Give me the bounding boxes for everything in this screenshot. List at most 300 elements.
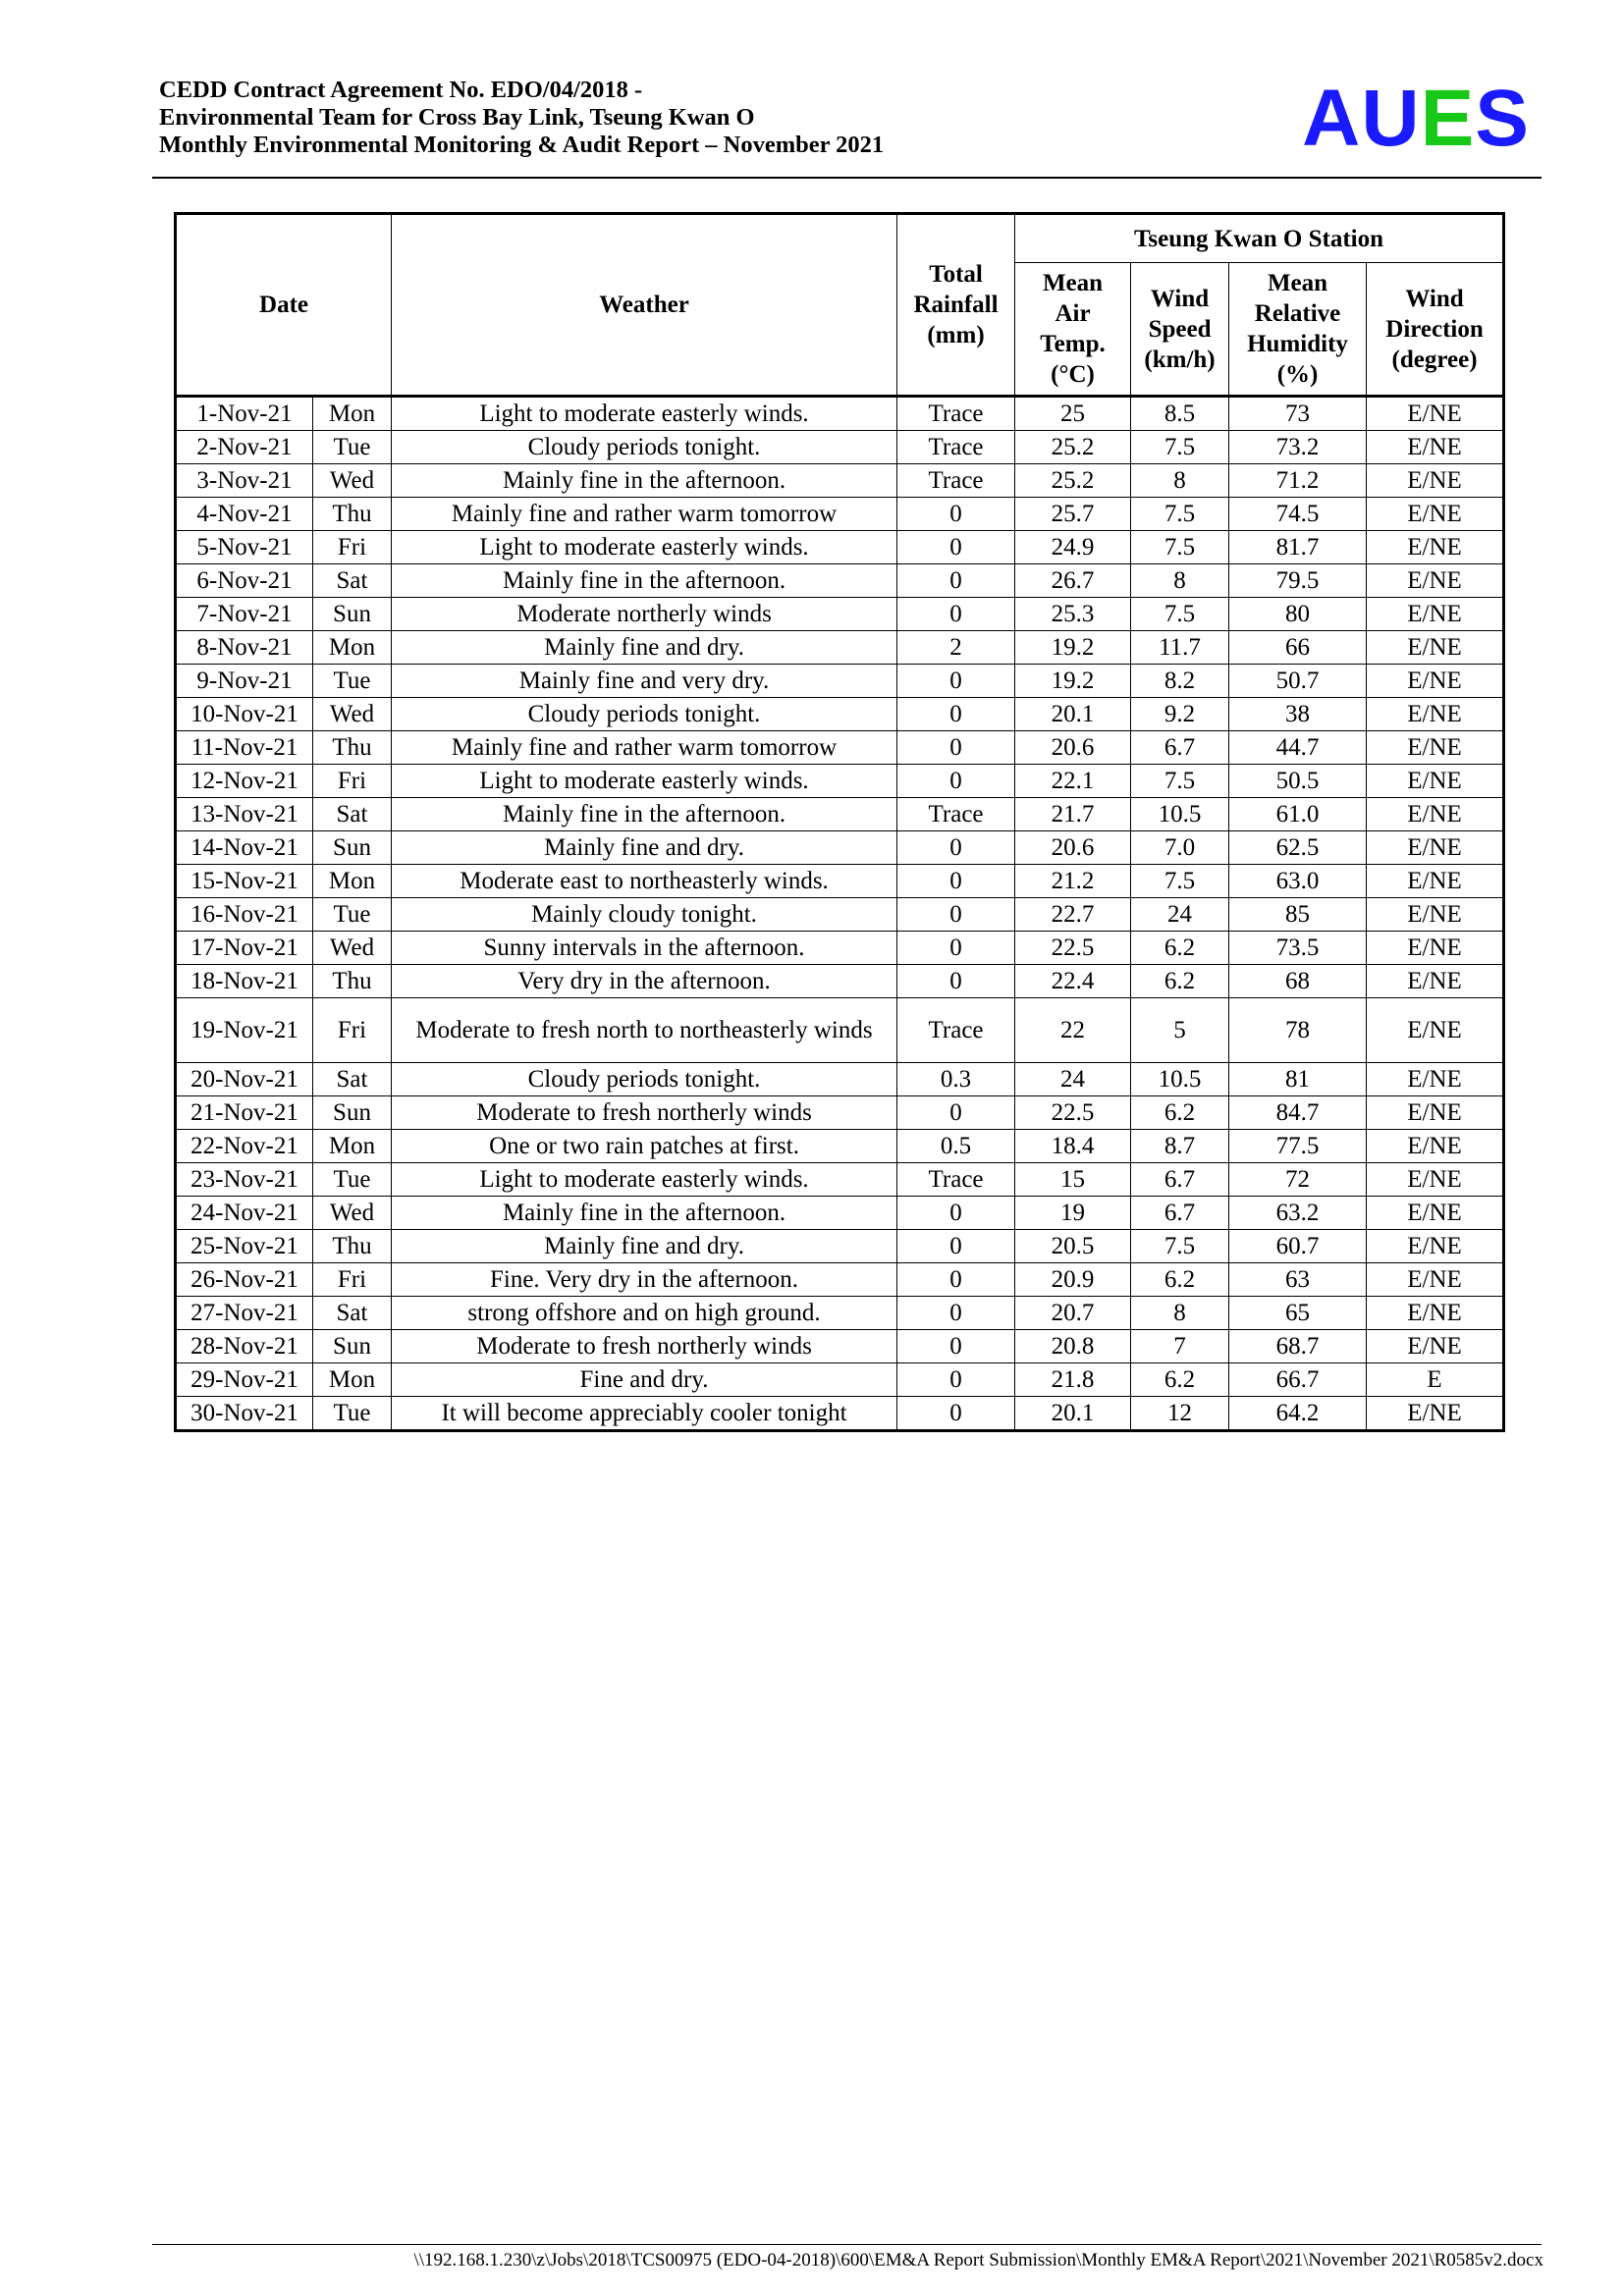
- header-humidity-line: Humidity: [1247, 331, 1348, 357]
- cell-date: 17-Nov-21: [176, 932, 313, 965]
- table-row: [176, 431, 1504, 464]
- cell-weather: Mainly fine and dry.: [392, 1230, 897, 1263]
- cell-date: 18-Nov-21: [176, 965, 313, 998]
- cell-day: Sun: [313, 1096, 392, 1130]
- cell-date: 30-Nov-21: [176, 1397, 313, 1431]
- cell-humidity: 65: [1229, 1297, 1367, 1330]
- table-row: [176, 898, 1504, 932]
- cell-date: 29-Nov-21: [176, 1363, 313, 1397]
- cell-humidity: 50.5: [1229, 765, 1367, 798]
- cell-weather: Sunny intervals in the afternoon.: [392, 932, 897, 965]
- cell-day: Sun: [313, 1330, 392, 1363]
- cell-date: 11-Nov-21: [176, 731, 313, 765]
- document-file-path: \\192.168.1.230\z\Jobs\2018\TCS00975 (EDO-04-2018)\600\EM&A Report Submission\Monthly EM&A Report\2021\November 2021\R0585v2.docx: [413, 2250, 1543, 2270]
- cell-humidity: 81: [1229, 1063, 1367, 1096]
- cell-date: 16-Nov-21: [176, 898, 313, 932]
- cell-rainfall: Trace: [897, 998, 1015, 1063]
- cell-humidity: 73.2: [1229, 431, 1367, 464]
- cell-weather: Mainly fine in the afternoon.: [392, 564, 897, 598]
- cell-humidity: 77.5: [1229, 1130, 1367, 1163]
- cell-wind-speed: 6.7: [1131, 731, 1229, 765]
- cell-temp: 19: [1015, 1197, 1131, 1230]
- cell-humidity: 81.7: [1229, 531, 1367, 564]
- cell-weather: Light to moderate easterly winds.: [392, 397, 897, 431]
- header-humidity-line: Mean: [1267, 270, 1328, 296]
- cell-date: 6-Nov-21: [176, 564, 313, 598]
- cell-temp: 20.6: [1015, 731, 1131, 765]
- cell-temp: 25.2: [1015, 464, 1131, 498]
- cell-humidity: 79.5: [1229, 564, 1367, 598]
- cell-weather: Fine. Very dry in the afternoon.: [392, 1263, 897, 1297]
- cell-day: Fri: [313, 765, 392, 798]
- cell-temp: 22.5: [1015, 1096, 1131, 1130]
- cell-date: 27-Nov-21: [176, 1297, 313, 1330]
- cell-wind-direction: E/NE: [1367, 397, 1504, 431]
- cell-temp: 21.7: [1015, 798, 1131, 831]
- cell-rainfall: 0: [897, 564, 1015, 598]
- logo-au: AU: [1302, 74, 1421, 163]
- cell-humidity: 50.7: [1229, 665, 1367, 698]
- cell-temp: 22.7: [1015, 898, 1131, 932]
- cell-date: 5-Nov-21: [176, 531, 313, 564]
- cell-humidity: 72: [1229, 1163, 1367, 1197]
- cell-date: 28-Nov-21: [176, 1330, 313, 1363]
- cell-date: 24-Nov-21: [176, 1197, 313, 1230]
- table-row: [176, 498, 1504, 531]
- cell-wind-direction: E/NE: [1367, 1096, 1504, 1130]
- cell-wind-direction: E/NE: [1367, 1397, 1504, 1431]
- cell-humidity: 62.5: [1229, 831, 1367, 865]
- cell-wind-speed: 8.5: [1131, 397, 1229, 431]
- cell-rainfall: 0: [897, 831, 1015, 865]
- cell-wind-direction: E/NE: [1367, 1297, 1504, 1330]
- cell-rainfall: 0: [897, 932, 1015, 965]
- cell-rainfall: 0: [897, 731, 1015, 765]
- cell-temp: 26.7: [1015, 564, 1131, 598]
- cell-day: Sun: [313, 831, 392, 865]
- cell-wind-direction: E: [1367, 1363, 1504, 1397]
- cell-weather: Light to moderate easterly winds.: [392, 531, 897, 564]
- cell-wind-direction: E/NE: [1367, 831, 1504, 865]
- cell-date: 23-Nov-21: [176, 1163, 313, 1197]
- cell-wind-direction: E/NE: [1367, 932, 1504, 965]
- cell-humidity: 66.7: [1229, 1363, 1367, 1397]
- table-row: [176, 564, 1504, 598]
- cell-weather: It will become appreciably cooler tonight: [392, 1397, 897, 1431]
- cell-weather: Mainly cloudy tonight.: [392, 898, 897, 932]
- header-wind-speed: [1131, 263, 1229, 397]
- cell-day: Fri: [313, 998, 392, 1063]
- cell-humidity: 85: [1229, 898, 1367, 932]
- cell-weather: Moderate east to northeasterly winds.: [392, 865, 897, 898]
- header-rainfall: [897, 214, 1015, 397]
- cell-temp: 24: [1015, 1063, 1131, 1096]
- cell-weather: Mainly fine in the afternoon.: [392, 1197, 897, 1230]
- cell-wind-speed: 9.2: [1131, 698, 1229, 731]
- cell-wind-direction: E/NE: [1367, 965, 1504, 998]
- cell-rainfall: Trace: [897, 431, 1015, 464]
- cell-weather: Mainly fine and dry.: [392, 631, 897, 665]
- cell-temp: 22.5: [1015, 932, 1131, 965]
- cell-wind-speed: 7.5: [1131, 865, 1229, 898]
- weather-table-body: [176, 397, 1504, 1431]
- cell-temp: 25.2: [1015, 431, 1131, 464]
- header-wind-direction-line: Direction: [1385, 315, 1484, 343]
- cell-weather: Light to moderate easterly winds.: [392, 765, 897, 798]
- table-row: [176, 831, 1504, 865]
- cell-rainfall: 0: [897, 898, 1015, 932]
- cell-humidity: 63: [1229, 1263, 1367, 1297]
- cell-wind-speed: 6.7: [1131, 1163, 1229, 1197]
- cell-wind-speed: 8.7: [1131, 1130, 1229, 1163]
- cell-wind-speed: 8.2: [1131, 665, 1229, 698]
- cell-wind-speed: 7.5: [1131, 765, 1229, 798]
- cell-rainfall: 0: [897, 698, 1015, 731]
- header-rainfall-line: Total: [929, 261, 983, 288]
- cell-weather: Moderate northerly winds: [392, 598, 897, 631]
- cell-temp: 19.2: [1015, 631, 1131, 665]
- cell-weather: Cloudy periods tonight.: [392, 698, 897, 731]
- cell-day: Sat: [313, 564, 392, 598]
- cell-rainfall: 0: [897, 498, 1015, 531]
- cell-rainfall: 0: [897, 1197, 1015, 1230]
- cell-rainfall: 0: [897, 865, 1015, 898]
- cell-temp: 22.1: [1015, 765, 1131, 798]
- cell-date: 3-Nov-21: [176, 464, 313, 498]
- cell-date: 1-Nov-21: [176, 397, 313, 431]
- cell-day: Sat: [313, 1063, 392, 1096]
- cell-weather: Mainly fine in the afternoon.: [392, 798, 897, 831]
- table-row: [176, 865, 1504, 898]
- header-rainfall-line: Rainfall: [913, 292, 999, 318]
- cell-day: Fri: [313, 1263, 392, 1297]
- cell-day: Wed: [313, 932, 392, 965]
- header-humidity: [1229, 263, 1367, 397]
- cell-temp: 25: [1015, 397, 1131, 431]
- cell-wind-speed: 11.7: [1131, 631, 1229, 665]
- header-temp-line: Air: [1055, 300, 1091, 327]
- cell-day: Tue: [313, 1397, 392, 1431]
- cell-wind-speed: 6.7: [1131, 1197, 1229, 1230]
- cell-wind-speed: 10.5: [1131, 1063, 1229, 1096]
- cell-weather: strong offshore and on high ground.: [392, 1297, 897, 1330]
- cell-wind-speed: 6.2: [1131, 1363, 1229, 1397]
- cell-wind-speed: 8: [1131, 1297, 1229, 1330]
- cell-weather: Moderate to fresh northerly winds: [392, 1096, 897, 1130]
- table-row: [176, 965, 1504, 998]
- cell-temp: 20.9: [1015, 1263, 1131, 1297]
- table-row: [176, 698, 1504, 731]
- table-row: [176, 665, 1504, 698]
- cell-day: Tue: [313, 898, 392, 932]
- cell-rainfall: 0: [897, 531, 1015, 564]
- table-row: [176, 598, 1504, 631]
- cell-weather: Mainly fine in the afternoon.: [392, 464, 897, 498]
- cell-date: 7-Nov-21: [176, 598, 313, 631]
- cell-wind-direction: E/NE: [1367, 998, 1504, 1063]
- cell-day: Wed: [313, 464, 392, 498]
- header-temp-line: Mean: [1042, 270, 1104, 296]
- cell-weather: Very dry in the afternoon.: [392, 965, 897, 998]
- table-row: [176, 397, 1504, 431]
- cell-day: Mon: [313, 397, 392, 431]
- cell-wind-speed: 7.0: [1131, 831, 1229, 865]
- cell-day: Mon: [313, 1363, 392, 1397]
- cell-weather: Fine and dry.: [392, 1363, 897, 1397]
- cell-temp: 21.8: [1015, 1363, 1131, 1397]
- cell-humidity: 44.7: [1229, 731, 1367, 765]
- header-station: Tseung Kwan O Station: [1015, 214, 1504, 263]
- header-wind-speed-line: Wind: [1150, 285, 1210, 312]
- cell-wind-direction: E/NE: [1367, 865, 1504, 898]
- cell-date: 26-Nov-21: [176, 1263, 313, 1297]
- cell-humidity: 61.0: [1229, 798, 1367, 831]
- cell-humidity: 63.0: [1229, 865, 1367, 898]
- cell-wind-direction: E/NE: [1367, 1130, 1504, 1163]
- cell-wind-direction: E/NE: [1367, 731, 1504, 765]
- cell-temp: 15: [1015, 1163, 1131, 1197]
- table-row: [176, 798, 1504, 831]
- cell-temp: 25.3: [1015, 598, 1131, 631]
- report-line: Monthly Environmental Monitoring & Audit Report – November 2021: [159, 132, 885, 158]
- cell-temp: 24.9: [1015, 531, 1131, 564]
- cell-day: Sat: [313, 1297, 392, 1330]
- cell-humidity: 63.2: [1229, 1197, 1367, 1230]
- cell-weather: Cloudy periods tonight.: [392, 1063, 897, 1096]
- cell-weather: Mainly fine and very dry.: [392, 665, 897, 698]
- cell-humidity: 66: [1229, 631, 1367, 665]
- cell-humidity: 68: [1229, 965, 1367, 998]
- cell-humidity: 73.5: [1229, 932, 1367, 965]
- cell-day: Wed: [313, 698, 392, 731]
- cell-temp: 20.1: [1015, 698, 1131, 731]
- cell-humidity: 60.7: [1229, 1230, 1367, 1263]
- cell-wind-direction: E/NE: [1367, 698, 1504, 731]
- cell-day: Thu: [313, 965, 392, 998]
- cell-temp: 20.6: [1015, 831, 1131, 865]
- cell-wind-speed: 24: [1131, 898, 1229, 932]
- cell-wind-speed: 8: [1131, 464, 1229, 498]
- cell-day: Thu: [313, 731, 392, 765]
- cell-wind-direction: E/NE: [1367, 798, 1504, 831]
- cell-day: Wed: [313, 1197, 392, 1230]
- cell-date: 21-Nov-21: [176, 1096, 313, 1130]
- cell-date: 8-Nov-21: [176, 631, 313, 665]
- table-row: [176, 1130, 1504, 1163]
- cell-wind-direction: E/NE: [1367, 498, 1504, 531]
- cell-wind-direction: E/NE: [1367, 1197, 1504, 1230]
- contract-line: CEDD Contract Agreement No. EDO/04/2018 -: [159, 77, 643, 103]
- cell-rainfall: 0: [897, 1096, 1015, 1130]
- cell-rainfall: 0: [897, 598, 1015, 631]
- cell-date: 19-Nov-21: [176, 998, 313, 1063]
- cell-weather: Cloudy periods tonight.: [392, 431, 897, 464]
- cell-rainfall: 0: [897, 665, 1015, 698]
- header-wind-direction-line: Wind: [1405, 285, 1464, 312]
- cell-humidity: 80: [1229, 598, 1367, 631]
- cell-temp: 19.2: [1015, 665, 1131, 698]
- table-row: [176, 731, 1504, 765]
- cell-day: Sun: [313, 598, 392, 631]
- header-temp: [1015, 263, 1131, 397]
- cell-wind-speed: 10.5: [1131, 798, 1229, 831]
- cell-weather: Mainly fine and rather warm tomorrow: [392, 498, 897, 531]
- cell-temp: 18.4: [1015, 1130, 1131, 1163]
- cell-wind-direction: E/NE: [1367, 1263, 1504, 1297]
- cell-temp: 20.5: [1015, 1230, 1131, 1263]
- aues-logo: [1302, 74, 1530, 163]
- cell-rainfall: 2: [897, 631, 1015, 665]
- cell-date: 9-Nov-21: [176, 665, 313, 698]
- page-header: [159, 74, 1543, 179]
- cell-rainfall: Trace: [897, 798, 1015, 831]
- cell-rainfall: 0: [897, 765, 1015, 798]
- cell-date: 22-Nov-21: [176, 1130, 313, 1163]
- cell-wind-speed: 8: [1131, 564, 1229, 598]
- cell-humidity: 74.5: [1229, 498, 1367, 531]
- cell-wind-direction: E/NE: [1367, 631, 1504, 665]
- table-row: [176, 1297, 1504, 1330]
- table-row: [176, 1397, 1504, 1431]
- cell-wind-speed: 6.2: [1131, 1096, 1229, 1130]
- cell-rainfall: 0: [897, 1363, 1015, 1397]
- header-rainfall-line: (mm): [927, 322, 985, 348]
- table-row: [176, 1330, 1504, 1363]
- cell-date: 10-Nov-21: [176, 698, 313, 731]
- cell-rainfall: 0: [897, 1263, 1015, 1297]
- cell-day: Mon: [313, 631, 392, 665]
- table-row: [176, 531, 1504, 564]
- header-weather: Weather: [392, 214, 897, 397]
- table-row: [176, 1230, 1504, 1263]
- cell-wind-speed: 7.5: [1131, 598, 1229, 631]
- cell-wind-speed: 7: [1131, 1330, 1229, 1363]
- footer-divider: [152, 2244, 1542, 2245]
- cell-day: Fri: [313, 531, 392, 564]
- cell-temp: 20.8: [1015, 1330, 1131, 1363]
- cell-rainfall: 0.5: [897, 1130, 1015, 1163]
- cell-day: Tue: [313, 665, 392, 698]
- cell-wind-direction: E/NE: [1367, 431, 1504, 464]
- logo-s: S: [1475, 74, 1530, 163]
- cell-wind-direction: E/NE: [1367, 1330, 1504, 1363]
- header-wind-direction: [1367, 263, 1504, 397]
- cell-weather: Moderate to fresh north to northeasterly winds: [392, 998, 897, 1063]
- table-row: [176, 1263, 1504, 1297]
- cell-temp: 22.4: [1015, 965, 1131, 998]
- report-title-block: [159, 77, 884, 159]
- table-row: [176, 1063, 1504, 1096]
- table-row: [176, 765, 1504, 798]
- cell-day: Tue: [313, 431, 392, 464]
- header-humidity-line: Relative: [1254, 300, 1341, 327]
- table-row: [176, 1197, 1504, 1230]
- cell-rainfall: 0: [897, 965, 1015, 998]
- table-row: [176, 1363, 1504, 1397]
- cell-wind-speed: 7.5: [1131, 531, 1229, 564]
- header-date: Date: [176, 214, 392, 397]
- cell-weather: Mainly fine and rather warm tomorrow: [392, 731, 897, 765]
- cell-wind-direction: E/NE: [1367, 464, 1504, 498]
- header-temp-line: (°C): [1051, 361, 1095, 388]
- weather-table-container: [174, 212, 1502, 1432]
- cell-date: 13-Nov-21: [176, 798, 313, 831]
- cell-day: Tue: [313, 1163, 392, 1197]
- cell-rainfall: 0: [897, 1297, 1015, 1330]
- cell-rainfall: 0.3: [897, 1063, 1015, 1096]
- cell-wind-direction: E/NE: [1367, 564, 1504, 598]
- cell-wind-speed: 6.2: [1131, 1263, 1229, 1297]
- cell-date: 20-Nov-21: [176, 1063, 313, 1096]
- cell-wind-speed: 7.5: [1131, 498, 1229, 531]
- cell-temp: 21.2: [1015, 865, 1131, 898]
- header-wind-speed-line: (km/h): [1144, 346, 1216, 373]
- header-divider: [152, 177, 1542, 179]
- project-line: Environmental Team for Cross Bay Link, Tseung Kwan O: [159, 104, 755, 131]
- cell-humidity: 78: [1229, 998, 1367, 1063]
- weather-data-table: [174, 212, 1505, 1432]
- logo-e: E: [1420, 74, 1476, 163]
- table-row: [176, 631, 1504, 665]
- header-wind-direction-line: (degree): [1391, 346, 1478, 373]
- cell-date: 25-Nov-21: [176, 1230, 313, 1263]
- cell-rainfall: 0: [897, 1330, 1015, 1363]
- cell-wind-direction: E/NE: [1367, 1230, 1504, 1263]
- cell-date: 12-Nov-21: [176, 765, 313, 798]
- cell-rainfall: Trace: [897, 1163, 1015, 1197]
- cell-wind-direction: E/NE: [1367, 598, 1504, 631]
- cell-wind-direction: E/NE: [1367, 1163, 1504, 1197]
- cell-date: 4-Nov-21: [176, 498, 313, 531]
- table-row: [176, 1096, 1504, 1130]
- table-row: [176, 932, 1504, 965]
- cell-wind-direction: E/NE: [1367, 665, 1504, 698]
- table-row: [176, 464, 1504, 498]
- cell-wind-speed: 7.5: [1131, 1230, 1229, 1263]
- cell-rainfall: Trace: [897, 464, 1015, 498]
- cell-wind-direction: E/NE: [1367, 1063, 1504, 1096]
- header-temp-line: Temp.: [1040, 331, 1106, 357]
- cell-humidity: 68.7: [1229, 1330, 1367, 1363]
- cell-day: Sat: [313, 798, 392, 831]
- cell-date: 14-Nov-21: [176, 831, 313, 865]
- cell-weather: Moderate to fresh northerly winds: [392, 1330, 897, 1363]
- cell-wind-speed: 12: [1131, 1397, 1229, 1431]
- cell-wind-direction: E/NE: [1367, 765, 1504, 798]
- header-humidity-line: (%): [1276, 361, 1319, 388]
- cell-weather: Mainly fine and dry.: [392, 831, 897, 865]
- cell-date: 2-Nov-21: [176, 431, 313, 464]
- table-row: [176, 1163, 1504, 1197]
- cell-humidity: 38: [1229, 698, 1367, 731]
- table-row: [176, 998, 1504, 1063]
- cell-day: Mon: [313, 1130, 392, 1163]
- cell-humidity: 71.2: [1229, 464, 1367, 498]
- cell-weather: Light to moderate easterly winds.: [392, 1163, 897, 1197]
- cell-wind-direction: E/NE: [1367, 898, 1504, 932]
- cell-temp: 20.1: [1015, 1397, 1131, 1431]
- cell-day: Mon: [313, 865, 392, 898]
- cell-date: 15-Nov-21: [176, 865, 313, 898]
- cell-humidity: 84.7: [1229, 1096, 1367, 1130]
- cell-wind-speed: 5: [1131, 998, 1229, 1063]
- cell-rainfall: 0: [897, 1230, 1015, 1263]
- cell-humidity: 73: [1229, 397, 1367, 431]
- header-wind-speed-line: Speed: [1148, 315, 1212, 343]
- cell-day: Thu: [313, 1230, 392, 1263]
- cell-wind-speed: 7.5: [1131, 431, 1229, 464]
- cell-rainfall: Trace: [897, 397, 1015, 431]
